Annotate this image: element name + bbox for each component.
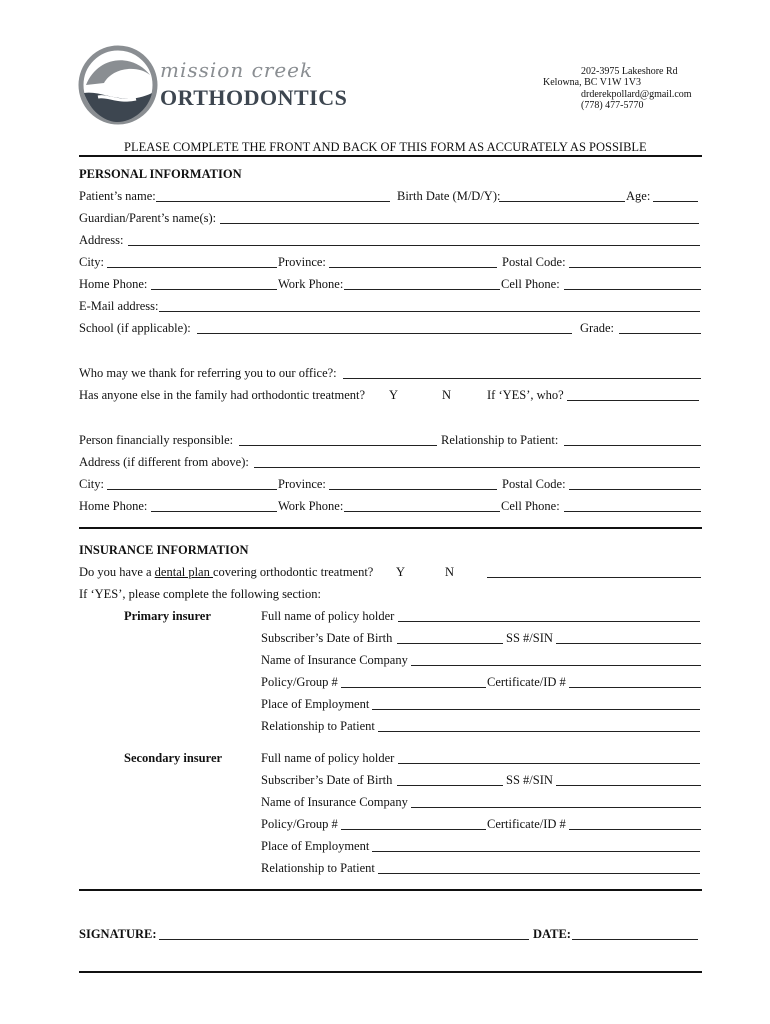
form-instructions: PLEASE COMPLETE THE FRONT AND BACK OF THIS FORM AS ACCURATELY AS POSSIBLE bbox=[124, 140, 647, 154]
p-ss-field[interactable] bbox=[556, 643, 701, 644]
divider bbox=[79, 889, 702, 891]
secondary-insurer-label: Secondary insurer bbox=[124, 751, 223, 765]
s-dob-label: Subscriber’s Date of Birth bbox=[261, 773, 393, 787]
responsible-label: Person financially responsible: bbox=[79, 433, 234, 447]
postal-field[interactable] bbox=[569, 267, 701, 268]
referral-label: Who may we thank for referring you to our office?: bbox=[79, 366, 337, 380]
personal-heading: PERSONAL INFORMATION bbox=[79, 167, 242, 181]
school-label: School (if applicable): bbox=[79, 321, 191, 335]
p-dob-label: Subscriber’s Date of Birth bbox=[261, 631, 393, 645]
s-employment-label: Place of Employment bbox=[261, 839, 370, 853]
cell-phone-label: Cell Phone: bbox=[501, 277, 560, 291]
work-phone-label: Work Phone: bbox=[278, 277, 344, 291]
signature-label: SIGNATURE: bbox=[79, 927, 157, 941]
guardian-field[interactable] bbox=[220, 223, 699, 224]
alt-address-label: Address (if different from above): bbox=[79, 455, 249, 469]
s-holder-field[interactable] bbox=[398, 763, 700, 764]
province-label: Province: bbox=[278, 255, 326, 269]
s-cert-field[interactable] bbox=[569, 829, 701, 830]
s-policy-field[interactable] bbox=[341, 829, 486, 830]
clinic-email: drderekpollard@gmail.com bbox=[581, 89, 692, 100]
if-yes-who-label: If ‘YES’, who? bbox=[487, 388, 564, 402]
clinic-city: Kelowna, BC V1W 1V3 bbox=[543, 77, 641, 88]
s-cert-label: Certificate/ID # bbox=[487, 817, 566, 831]
p-company-field[interactable] bbox=[411, 665, 701, 666]
p-dob-field[interactable] bbox=[397, 643, 503, 644]
p-relationship-field[interactable] bbox=[378, 731, 700, 732]
insurance-heading: INSURANCE INFORMATION bbox=[79, 543, 249, 557]
age-label: Age: bbox=[626, 189, 651, 203]
p-holder-field[interactable] bbox=[398, 621, 700, 622]
fin-province-label: Province: bbox=[278, 477, 326, 491]
fin-postal-label: Postal Code: bbox=[502, 477, 566, 491]
grade-label: Grade: bbox=[580, 321, 615, 335]
s-ss-field[interactable] bbox=[556, 785, 701, 786]
date-label: DATE: bbox=[533, 927, 571, 941]
postal-label: Postal Code: bbox=[502, 255, 566, 269]
family-yes-option[interactable]: Y bbox=[389, 388, 399, 402]
p-employment-field[interactable] bbox=[372, 709, 700, 710]
clinic-phone: (778) 477-5770 bbox=[581, 100, 644, 111]
city-label: City: bbox=[79, 255, 105, 269]
logo-mark-icon bbox=[78, 45, 158, 125]
cell-phone-field[interactable] bbox=[564, 289, 701, 290]
birth-date-field[interactable] bbox=[499, 201, 625, 202]
s-relationship-label: Relationship to Patient bbox=[261, 861, 375, 875]
dental-plan-question: Do you have a dental plan covering orthodontic treatment? bbox=[79, 565, 374, 579]
work-phone-field[interactable] bbox=[344, 289, 500, 290]
plan-details-field[interactable] bbox=[487, 577, 701, 578]
referral-field[interactable] bbox=[343, 378, 701, 379]
school-field[interactable] bbox=[197, 333, 572, 334]
email-field[interactable] bbox=[159, 311, 700, 312]
p-employment-label: Place of Employment bbox=[261, 697, 370, 711]
age-field[interactable] bbox=[653, 201, 698, 202]
dental-plan-link: dental plan bbox=[154, 565, 213, 579]
p-holder-label: Full name of policy holder bbox=[261, 609, 395, 623]
province-field[interactable] bbox=[329, 267, 497, 268]
alt-address-field[interactable] bbox=[254, 467, 700, 468]
clinic-logo bbox=[78, 45, 158, 125]
fin-cell-phone-label: Cell Phone: bbox=[501, 499, 560, 513]
fin-home-phone-field[interactable] bbox=[151, 511, 277, 512]
home-phone-label: Home Phone: bbox=[79, 277, 148, 291]
fin-postal-field[interactable] bbox=[569, 489, 701, 490]
p-ss-label: SS #/SIN bbox=[506, 631, 553, 645]
s-policy-label: Policy/Group # bbox=[261, 817, 338, 831]
relationship-field[interactable] bbox=[564, 445, 701, 446]
city-field[interactable] bbox=[107, 267, 277, 268]
fin-work-phone-field[interactable] bbox=[344, 511, 500, 512]
s-ss-label: SS #/SIN bbox=[506, 773, 553, 787]
p-company-label: Name of Insurance Company bbox=[261, 653, 408, 667]
home-phone-field[interactable] bbox=[151, 289, 277, 290]
guardian-label: Guardian/Parent’s name(s): bbox=[79, 211, 217, 225]
s-holder-label: Full name of policy holder bbox=[261, 751, 395, 765]
p-cert-field[interactable] bbox=[569, 687, 701, 688]
fin-home-phone-label: Home Phone: bbox=[79, 499, 148, 513]
email-label: E-Mail address: bbox=[79, 299, 159, 313]
relationship-label: Relationship to Patient: bbox=[441, 433, 559, 447]
birth-date-label: Birth Date (M/D/Y): bbox=[397, 189, 501, 203]
plan-no-option[interactable]: N bbox=[445, 565, 455, 579]
family-no-option[interactable]: N bbox=[442, 388, 452, 402]
clinic-street: 202-3975 Lakeshore Rd bbox=[581, 66, 678, 77]
responsible-field[interactable] bbox=[239, 445, 437, 446]
patient-name-field[interactable] bbox=[156, 201, 390, 202]
address-field[interactable] bbox=[128, 245, 700, 246]
s-relationship-field[interactable] bbox=[378, 873, 700, 874]
grade-field[interactable] bbox=[619, 333, 701, 334]
if-yes-who-field[interactable] bbox=[567, 400, 699, 401]
primary-insurer-label: Primary insurer bbox=[124, 609, 211, 623]
if-yes-instructions: If ‘YES’, please complete the following section: bbox=[79, 587, 321, 601]
s-employment-field[interactable] bbox=[372, 851, 700, 852]
p-cert-label: Certificate/ID # bbox=[487, 675, 566, 689]
fin-cell-phone-field[interactable] bbox=[564, 511, 701, 512]
patient-name-label: Patient’s name: bbox=[79, 189, 156, 203]
fin-work-phone-label: Work Phone: bbox=[278, 499, 344, 513]
address-label: Address: bbox=[79, 233, 124, 247]
p-relationship-label: Relationship to Patient bbox=[261, 719, 375, 733]
logo-line2: ORTHODONTICS bbox=[160, 85, 348, 110]
s-dob-field[interactable] bbox=[397, 785, 503, 786]
fin-city-label: City: bbox=[79, 477, 105, 491]
fin-city-field[interactable] bbox=[107, 489, 277, 490]
fin-province-field[interactable] bbox=[329, 489, 497, 490]
divider bbox=[79, 527, 702, 529]
s-company-label: Name of Insurance Company bbox=[261, 795, 408, 809]
divider bbox=[79, 971, 702, 973]
date-field[interactable] bbox=[572, 939, 698, 940]
s-company-field[interactable] bbox=[411, 807, 701, 808]
divider bbox=[79, 155, 702, 157]
p-policy-field[interactable] bbox=[341, 687, 486, 688]
logo-line1: mission creek bbox=[160, 58, 314, 82]
signature-field[interactable] bbox=[159, 939, 529, 940]
p-policy-label: Policy/Group # bbox=[261, 675, 338, 689]
plan-yes-option[interactable]: Y bbox=[396, 565, 406, 579]
family-treatment-label: Has anyone else in the family had orthodontic treatment? bbox=[79, 388, 366, 402]
